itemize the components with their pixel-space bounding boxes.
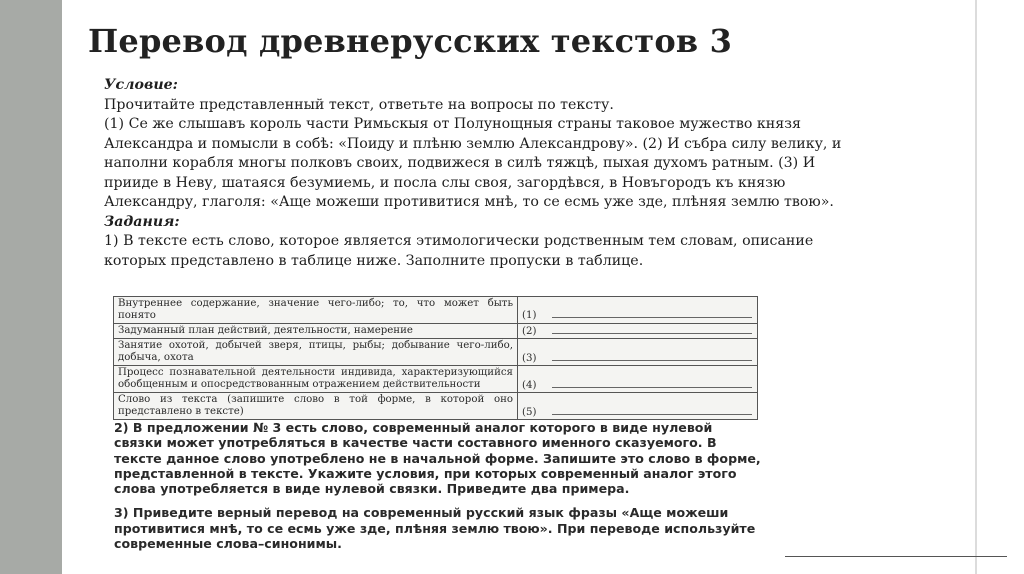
table-cell-description: Задуманный план действий, деятельности, намерение bbox=[114, 323, 518, 338]
answer-number: (3) bbox=[522, 352, 537, 364]
table-cell-answer bbox=[518, 339, 758, 366]
answer-blank bbox=[552, 316, 752, 318]
bottom-divider bbox=[785, 556, 1007, 557]
table-row bbox=[114, 393, 758, 420]
tasks-scan bbox=[114, 420, 764, 551]
table-cell-description: Внутреннее содержание, значение чего-либо; то, что может быть понято bbox=[114, 297, 518, 324]
task-1-text: 1) В тексте есть слово, которое является этимологически родственным тем словам, описание которых представлено в таблице ниже. Заполните пропуски в таблице. bbox=[104, 233, 814, 269]
answer-blank bbox=[552, 332, 752, 334]
task-3-text: 3) Приведите верный перевод на современный русский язык фразы «Аще можеши противитися мнѣ, то се есмь уже зде, плѣняя землю твою». При переводе используйте современные слова–синонимы. bbox=[114, 505, 756, 552]
answer-blank bbox=[552, 413, 752, 415]
table-cell-description: Процесс познавательной деятельности индивида, характеризующийся обобщенным и опосредствованным отражением действительности bbox=[114, 366, 518, 393]
table-cell-description: Занятие охотой, добычей зверя, птицы, рыбы; добывание чего-либо, добыча, охота bbox=[114, 339, 518, 366]
table-cell-answer bbox=[518, 366, 758, 393]
condition-instruction: Прочитайте представленный текст, ответьте на вопросы по тексту. bbox=[104, 96, 614, 113]
tasks-heading: Задания: bbox=[104, 213, 180, 230]
answer-blank bbox=[552, 359, 752, 361]
answers-table-scan bbox=[113, 296, 758, 420]
answers-table bbox=[113, 296, 758, 420]
table-row bbox=[114, 297, 758, 324]
old-russian-text: (1) Се же слышавъ король части Римьскыя от Полунощныя страны таковое мужество князя Александра и помысли в собѣ: «Поиду и плѣню землю Александрову». (2) И събра силу велику, и наполни корабля многы полковъ своих, подвижеся в силѣ тяжцѣ, пыхая духомъ ратным. (3) И прииде в Неву, шатаяся безумиемь, и посла слы своя, загордѣвся, в Новъгородъ къ князю Александру, глаголя: «Аще можеши противитися мнѣ, то се есмь уже зде, плѣняя землю твою». bbox=[104, 116, 842, 210]
answer-number: (2) bbox=[522, 325, 537, 337]
table-row bbox=[114, 339, 758, 366]
table-row bbox=[114, 366, 758, 393]
table-cell-description: Слово из текста (запишите слово в той форме, в которой оно представлено в тексте) bbox=[114, 393, 518, 420]
answer-number: (5) bbox=[522, 406, 537, 418]
answer-number: (1) bbox=[522, 310, 537, 322]
table-cell-answer bbox=[518, 297, 758, 324]
slide-title: Перевод древнерусских текстов 3 bbox=[88, 22, 733, 60]
table-row bbox=[114, 323, 758, 338]
right-divider bbox=[975, 0, 977, 574]
answer-blank bbox=[552, 386, 752, 388]
table-cell-answer bbox=[518, 323, 758, 338]
table-cell-answer bbox=[518, 393, 758, 420]
answer-number: (4) bbox=[522, 379, 537, 391]
left-accent-bar bbox=[0, 0, 62, 574]
task-2-text: 2) В предложении № 3 есть слово, современный аналог которого в виде нулевой связки может употребляться в качестве части составного именного сказуемого. В тексте данное слово употреблено не в начальной форме. Запишите это слово в форме, представленной в тексте. Укажите условия, при которых современный аналог этого слова употребляется в виде нулевой связки. Приведите два примера. bbox=[114, 420, 761, 497]
condition-heading: Условие: bbox=[104, 77, 178, 93]
slide-body bbox=[104, 76, 844, 271]
